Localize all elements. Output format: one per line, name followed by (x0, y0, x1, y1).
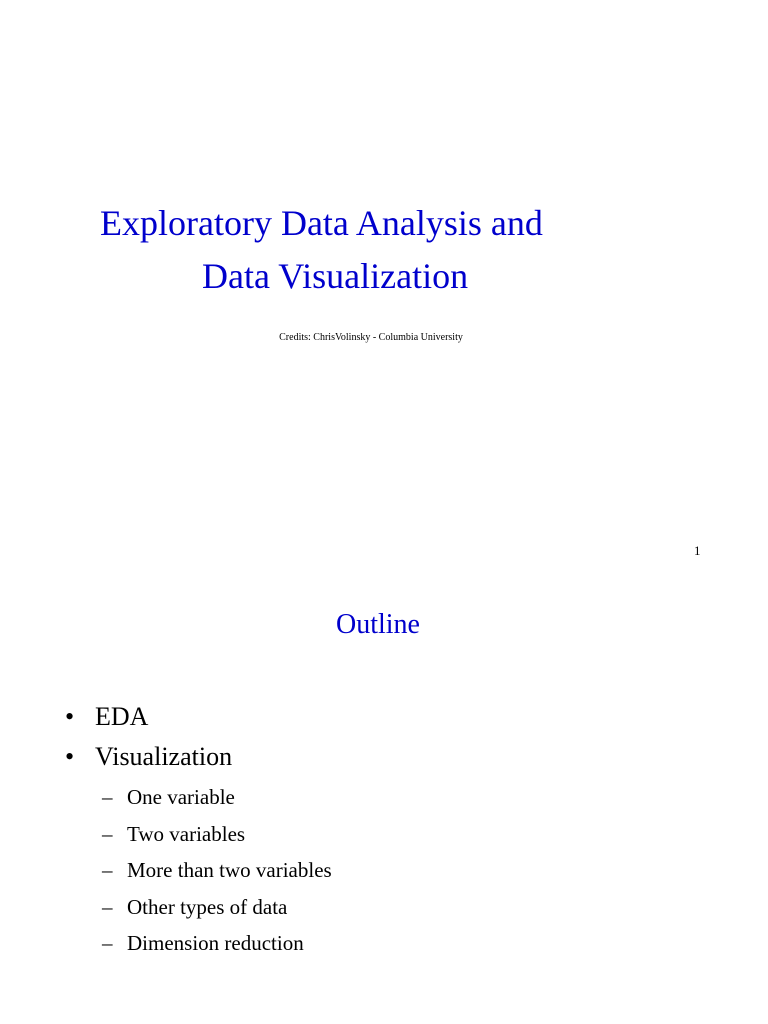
sub-item-label: More than two variables (127, 858, 332, 882)
sub-item (95, 779, 332, 816)
dash-icon: – (102, 858, 113, 882)
sub-item (95, 889, 332, 926)
bullet-icon: • (65, 702, 75, 731)
sub-item-label: Two variables (127, 821, 246, 846)
slide-title-line-2: Data Visualization (202, 256, 469, 296)
sub-item (95, 816, 332, 853)
sub-item-label: Other types of data (127, 894, 288, 919)
dash-icon: – (102, 785, 113, 809)
bullet-icon: • (65, 742, 75, 771)
sub-item (95, 852, 332, 889)
outline-list (0, 697, 332, 962)
outline-item-label: EDA (95, 702, 149, 731)
outline-item-visualization (0, 737, 332, 962)
page-number: 1 (694, 543, 701, 558)
dash-icon: – (102, 821, 113, 846)
visualization-sublist (95, 779, 332, 962)
sub-item-label: Dimension reduction (127, 931, 304, 955)
credits-text: Credits: ChrisVolinsky - Columbia University (279, 332, 463, 343)
slide-title-line-1: Exploratory Data Analysis and (100, 203, 543, 243)
dash-icon: – (102, 894, 113, 919)
sub-item-label: One variable (127, 785, 235, 809)
outline-heading: Outline (336, 609, 420, 640)
dash-icon: – (102, 931, 113, 955)
outline-item-eda (0, 697, 332, 737)
outline-item-label: Visualization (95, 742, 233, 771)
sub-item (95, 925, 332, 962)
